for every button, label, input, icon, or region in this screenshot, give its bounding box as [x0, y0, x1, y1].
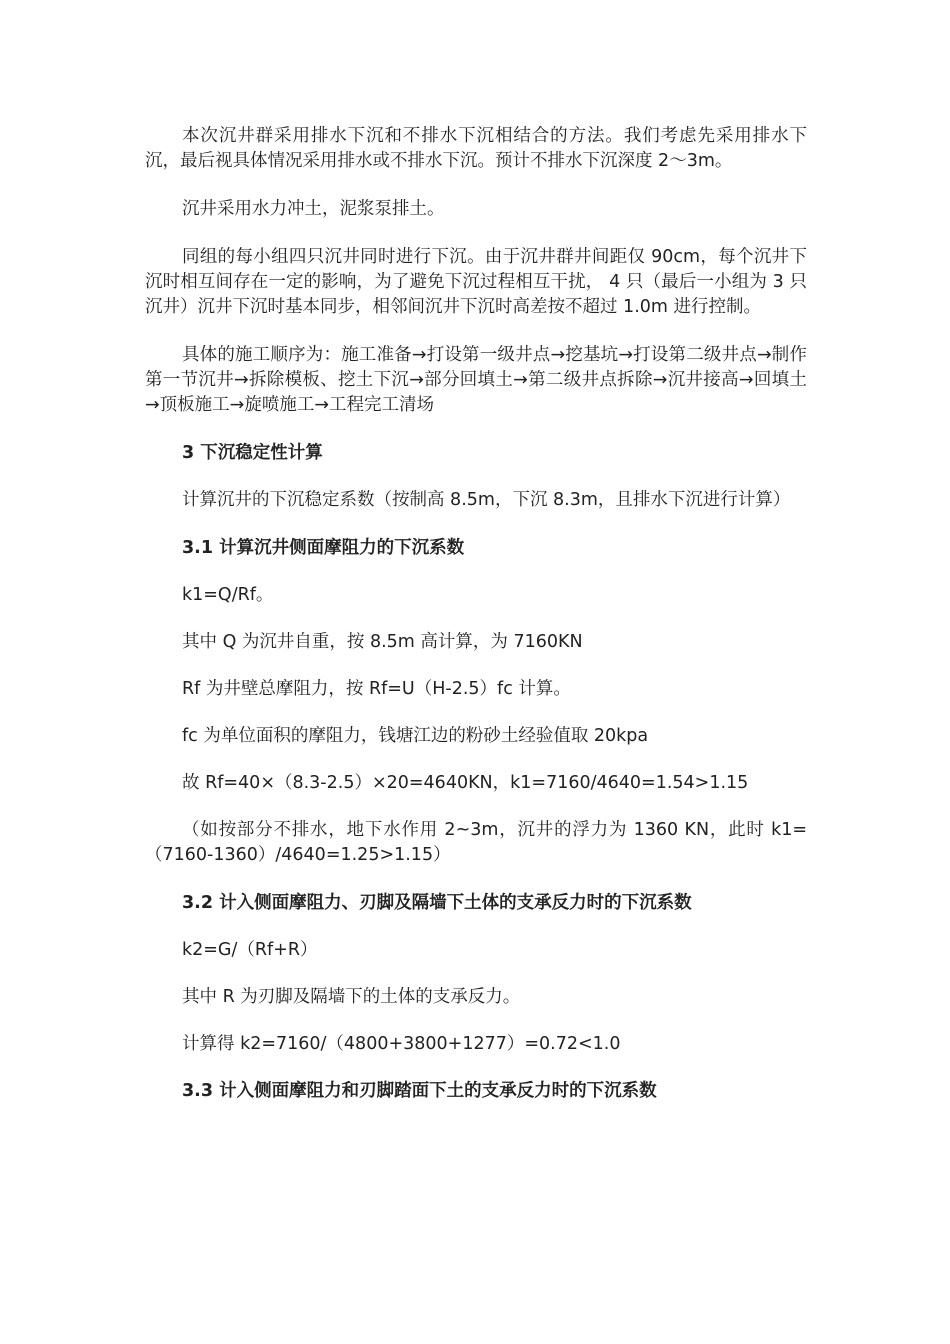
section-heading-3-2: 3.2 计入侧面摩阻力、刃脚及隔墙下土体的支承反力时的下沉系数: [182, 893, 692, 913]
formula-k1-result: 故 Rf=40×（8.3-2.5）×20=4640KN，k1=7160/4640=1.54>1.15: [182, 773, 749, 793]
text-self-weight: 其中 Q 为沉井自重，按 8.5m 高计算，为 7160KN: [182, 632, 583, 652]
section-heading-3-1: 3.1 计算沉井侧面摩阻力的下沉系数: [182, 538, 465, 558]
text-friction-resistance: Rf 为井壁总摩阻力，按 Rf=U（H-2.5）fc 计算。: [182, 679, 571, 699]
formula-k1: k1=Q/Rf。: [182, 585, 274, 605]
paragraph-construction-sequence: 具体的施工顺序为：施工准备→打设第一级井点→挖基坑→打设第二级井点→制作第一节沉井→拆除模板、挖土下沉→部分回填土→第二级井点拆除→沉井接高→回填土→顶板施工→旋喷施工→工程完工清场: [145, 345, 807, 415]
section-heading-3-3: 3.3 计入侧面摩阻力和刃脚踏面下土的支承反力时的下沉系数: [182, 1081, 657, 1101]
paragraph-drainage-method: 本次沉井群采用排水下沉和不排水下沉相结合的方法。我们考虑先采用排水下沉，最后视具体情况采用排水或不排水下沉。预计不排水下沉深度 2～3m。: [145, 126, 807, 171]
paragraph-buoyancy-case: （如按部分不排水，地下水作用 2~3m，沉井的浮力为 1360 KN，此时 k1=（7160-1360）/4640=1.25>1.15）: [145, 820, 807, 865]
document-body: [145, 124, 807, 1126]
text-support-reaction: 其中 R 为刃脚及隔墙下的土体的支承反力。: [182, 987, 521, 1007]
formula-k2-result: 计算得 k2=7160/（4800+3800+1277）=0.72<1.0: [182, 1034, 621, 1054]
formula-k2: k2=G/（Rf+R）: [182, 940, 318, 960]
section-heading-3: 3 下沉稳定性计算: [182, 443, 323, 463]
text-unit-friction: fc 为单位面积的摩阻力，钱塘江边的粉砂土经验值取 20kpa: [182, 726, 649, 746]
paragraph-soil-removal: 沉井采用水力冲土，泥浆泵排土。: [182, 199, 445, 219]
paragraph-synchronous-sinking: 同组的每小组四只沉井同时进行下沉。由于沉井群井间距仅 90cm，每个沉井下沉时相互间存在一定的影响，为了避免下沉过程相互干扰， 4 只（最后一小组为 3 只沉井）沉井下沉时基本同步，相邻间沉井下沉时高差按不超过 1.0m 进行控制。: [145, 247, 807, 317]
paragraph-stability-intro: 计算沉井的下沉稳定系数（按制高 8.5m，下沉 8.3m，且排水下沉进行计算）: [182, 490, 791, 510]
